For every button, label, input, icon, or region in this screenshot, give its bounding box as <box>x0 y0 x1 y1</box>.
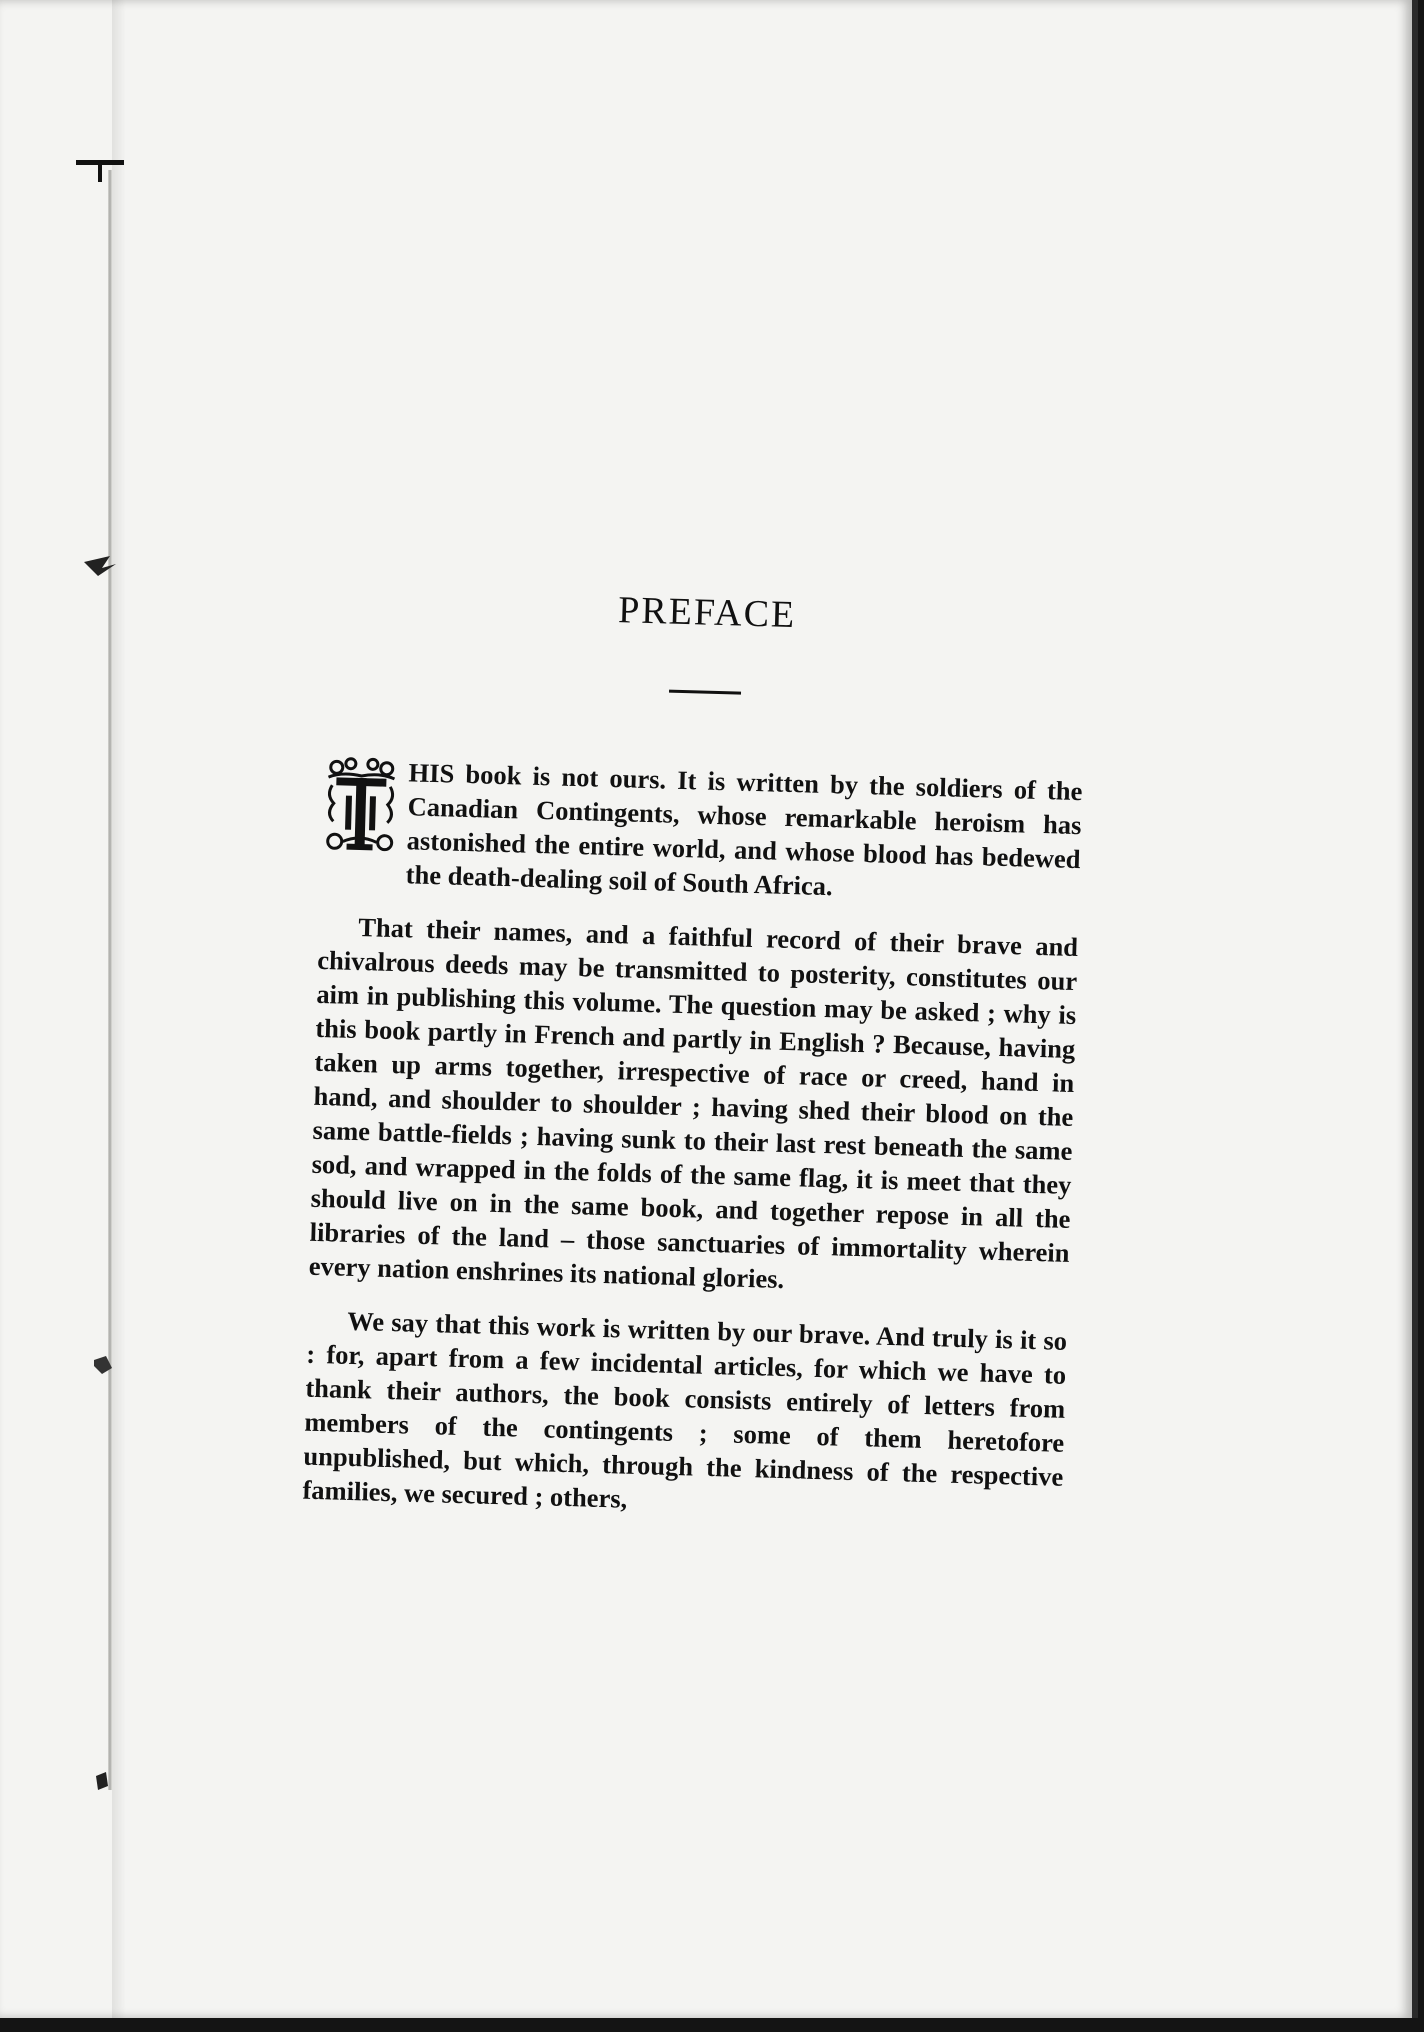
paragraph-3: We say that this work is written by our brave. And truly is it so : for, apart from a few incidental articles, for which we have to thank their authors, the book consists entirely of letters from members of the contingents ; some of them heretofore unpublished, but which, through the kindness of the respective families, we secured ; others, <box>302 1305 1068 1514</box>
preface-content <box>302 580 1088 1528</box>
title-rule <box>669 690 741 695</box>
ornamental-initial-icon <box>320 755 401 861</box>
paragraph-2: That their names, and a faithful record of their brave and chivalrous deeds may be transmitted to posterity, constitutes our aim in publishing this volume. The question may be asked ; why is this book partly in French and partly in English ? Because, having taken up arms together, irrespective of race or creed, hand in hand, and shoulder to shoulder ; having shed their blood on the same battle-fields ; having sunk to their last rest beneath the same sod, and wrapped in the folds of the same flag, it is meet that they should live on in the same book, and together repose in all the libraries of the land – those sanctuaries of immortality wherein every nation enshrines its national glories. <box>308 911 1079 1295</box>
binding-stitch <box>88 160 120 1800</box>
stitch-marks <box>76 160 136 1800</box>
page-title: PREFACE <box>617 589 797 637</box>
paragraph-1-text: HIS book is not ours. It is written by the soldiers of the Canadian Contingents, whose remarkable heroism has astonished the entire world, and whose blood has bedewed the death-dealing soil of South Africa. <box>405 757 1083 902</box>
paragraph-1 <box>319 753 1083 910</box>
